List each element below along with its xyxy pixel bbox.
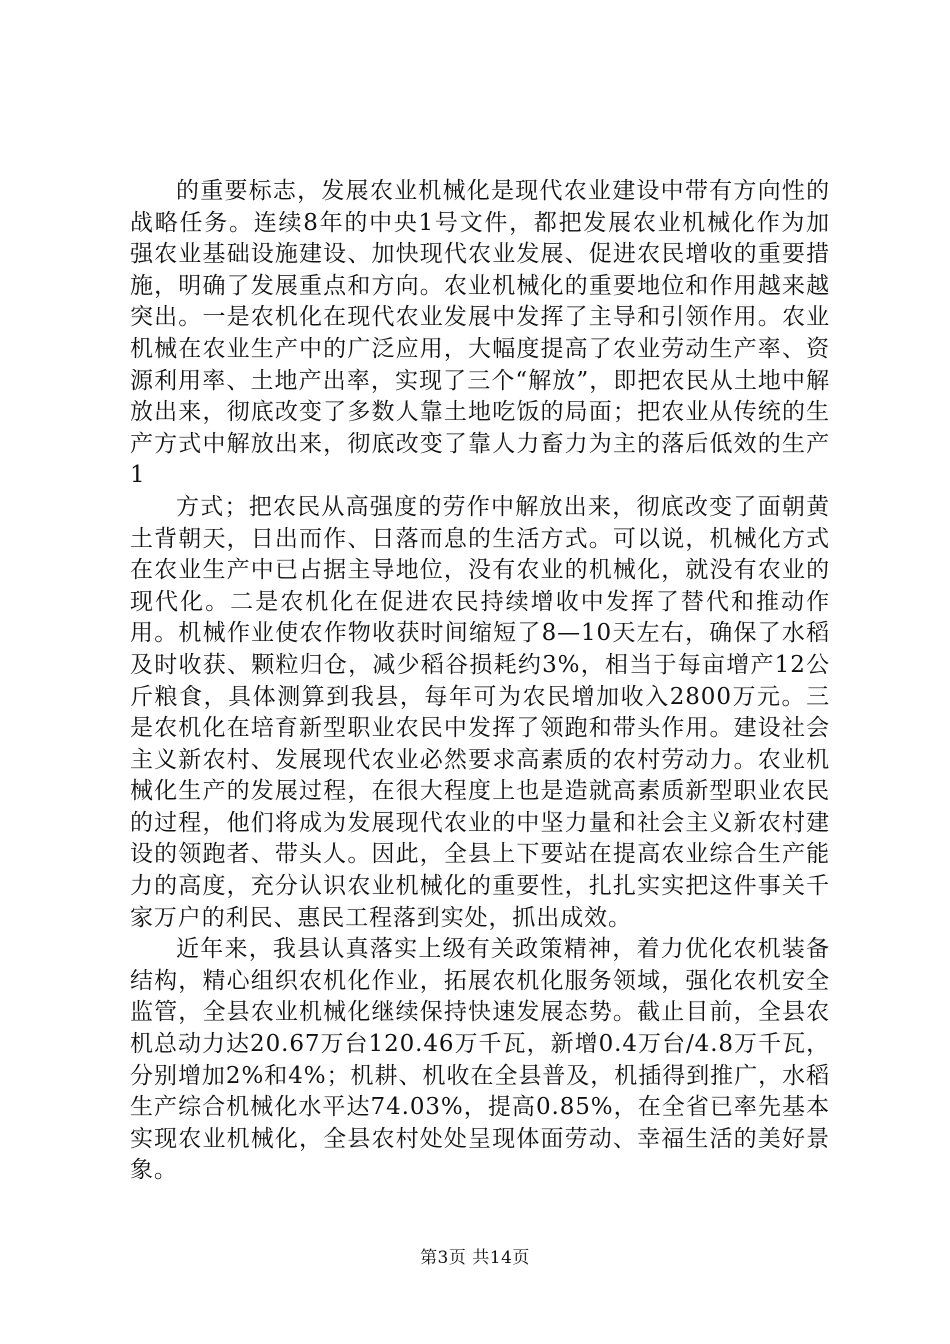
document-body xyxy=(130,176,830,1187)
paragraph-3: 近年来，我县认真落实上级有关政策精神，着力优化农机装备结构，精心组织农机化作业，拓展农机化服务领域，强化农机安全监管，全县农业机械化继续保持快速发展态势。截止目前，全县农机总动力达20.67万台120.46万千瓦，新增0.4万台/4.8万千瓦，分别增加2%和4%；机耕、机收在全县普及，机插得到推广，水稻生产综合机械化水平达74.03%，提高0.85%，在全省已率先基本实现农业机械化，全县农村处处呈现体面劳动、幸福生活的美好景象。 xyxy=(130,936,830,1184)
page-footer: 第3页 共14页 xyxy=(420,1248,530,1268)
paragraph-1: 的重要标志，发展农业机械化是现代农业建设中带有方向性的战略任务。连续8年的中央1号文件，都把发展农业机械化作为加强农业基础设施建设、加快现代农业发展、促进农民增收的重要措施，明确了发展重点和方向。农业机械化的重要地位和作用越来越突出。一是农机化在现代农业发展中发挥了主导和引领作用。农业机械在农业生产中的广泛应用，大幅度提高了农业劳动生产率、资源利用率、土地产出率，实现了三个“解放”，即把农民从土地中解放出来，彻底改变了多数人靠土地吃饭的局面；把农业从传统的生产方式中解放出来，彻底改变了靠人力畜力为主的落后低效的生产1 xyxy=(130,178,830,489)
paragraph-2: 方式；把农民从高强度的劳作中解放出来，彻底改变了面朝黄土背朝天，日出而作、日落而息的生活方式。可以说，机械化方式在农业生产中已占据主导地位，没有农业的机械化，就没有农业的现代化。二是农机化在促进农民持续增收中发挥了替代和推动作用。机械作业使农作物收获时间缩短了8—10天左右，确保了水稻及时收获、颗粒归仓，减少稻谷损耗约3%，相当于每亩增产12公斤粮食，具体测算到我县，每年可为农民增加收入2800万元。三是农机化在培育新型职业农民中发挥了领跑和带头作用。建设社会主义新农村、发展现代农业必然要求高素质的农村劳动力。农业机械化生产的发展过程，在很大程度上也是造就高素质新型职业农民的过程，他们将成为发展现代农业的中坚力量和社会主义新农村建设的领跑者、带头人。因此，全县上下要站在提高农业综合生产能力的高度，充分认识农业机械化的重要性，扎扎实实把这件事关千家万户的利民、惠民工程落到实处，抓出成效。 xyxy=(130,493,830,931)
